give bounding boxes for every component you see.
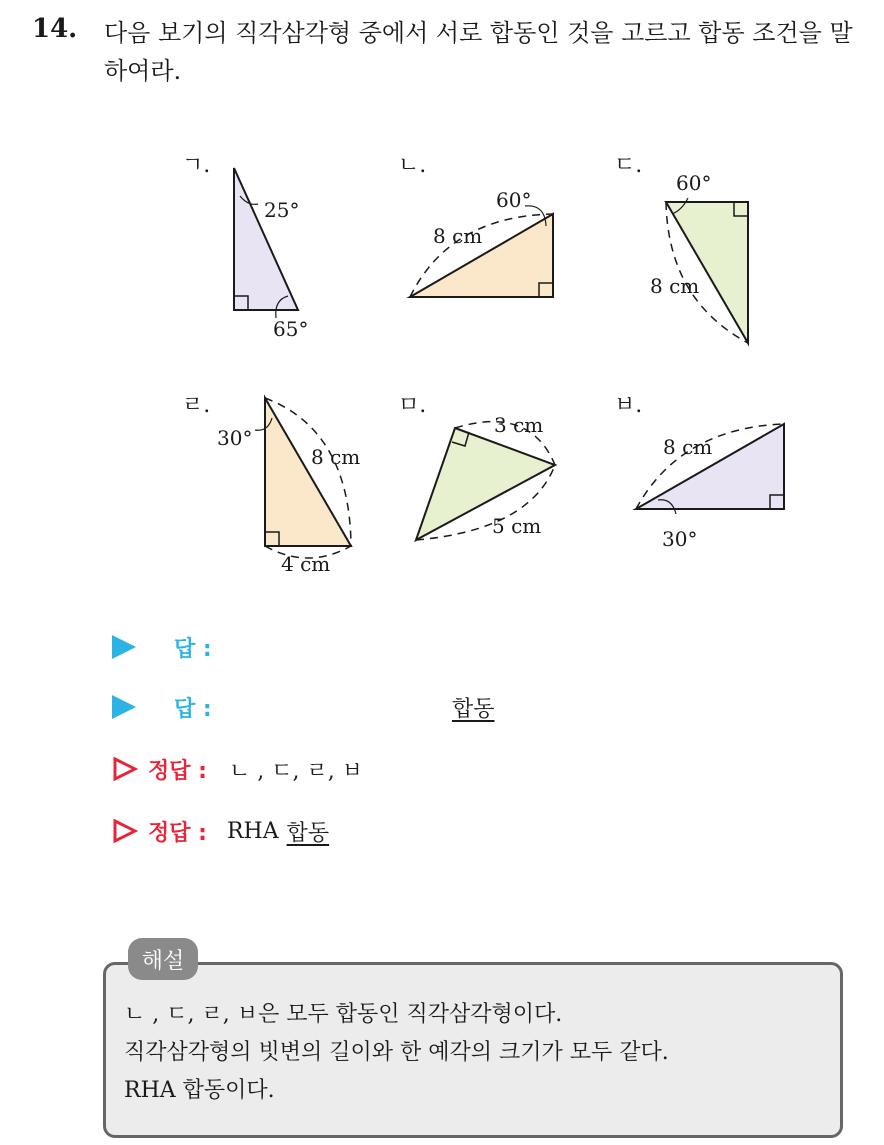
- figure-f-label: ㅂ.: [614, 393, 643, 418]
- figure-e-side-1: 3 cm: [494, 413, 544, 437]
- figure-b-side: 8 cm: [433, 224, 483, 248]
- explanation-tab: 해설: [128, 938, 198, 980]
- correct-answer-2-suffix: 합동: [286, 820, 330, 846]
- explanation-line: RHA 합동이다.: [124, 1078, 275, 1103]
- correct-row-2: [112, 814, 329, 848]
- explanation-line: ㄴ , ㄷ, ㄹ, ㅂ은 모두 합동인 직각삼각형이다.: [124, 1002, 563, 1027]
- figure-d-side-base: 4 cm: [281, 552, 331, 576]
- correct-answer-2-prefix: RHA: [226, 818, 279, 844]
- correct-answer-1: ㄴ , ㄷ, ㄹ, ㅂ: [228, 758, 363, 784]
- answer-row-1: [112, 630, 212, 664]
- answer-suffix: 합동: [452, 696, 495, 722]
- figure-c-angle: 60°: [676, 171, 712, 195]
- figure-e: [398, 393, 555, 540]
- outline-marker-icon: [112, 818, 138, 844]
- play-marker-icon: [112, 635, 136, 659]
- correct-label: 정답 :: [148, 820, 207, 846]
- figure-d-angle: 30°: [217, 426, 253, 450]
- figure-e-label: ㅁ.: [398, 393, 427, 418]
- answer-row-2: [112, 690, 512, 724]
- outline-marker-icon: [112, 756, 138, 782]
- figure-f-side: 8 cm: [663, 435, 713, 459]
- figure-e-side-2: 5 cm: [492, 514, 542, 538]
- figure-b-angle: 60°: [496, 188, 532, 212]
- figure-d-side-hyp: 8 cm: [311, 445, 361, 469]
- figure-d: [182, 393, 360, 576]
- explanation-line: 직각삼각형의 빗변의 길이와 한 예각의 크기가 모두 같다.: [124, 1040, 669, 1065]
- play-marker-icon: [112, 695, 136, 719]
- figure-c-side: 8 cm: [650, 274, 700, 298]
- figure-b-label: ㄴ.: [398, 153, 427, 178]
- figure-a-angle-2: 65°: [273, 317, 309, 341]
- figure-f: [614, 393, 784, 551]
- figure-f-angle: 30°: [662, 527, 698, 551]
- figure-c-label: ㄷ.: [614, 153, 643, 178]
- correct-row-1: [112, 752, 363, 786]
- figure-b: [398, 153, 553, 297]
- correct-label: 정답 :: [148, 758, 207, 784]
- explanation-text: [124, 996, 669, 1110]
- question-text: 다음 보기의 직각삼각형 중에서 서로 합동인 것을 고르고 합동 조건을 말하여라.: [104, 19, 853, 85]
- question-number: 14.: [32, 14, 78, 44]
- figure-a: [182, 153, 308, 341]
- figure-a-angle-1: 25°: [264, 198, 300, 222]
- figure-a-label: ㄱ.: [182, 153, 211, 178]
- answer-label: 답 :: [174, 696, 212, 722]
- figure-c: [614, 153, 748, 343]
- figure-d-label: ㄹ.: [182, 393, 211, 418]
- answer-label: 답 :: [174, 636, 212, 662]
